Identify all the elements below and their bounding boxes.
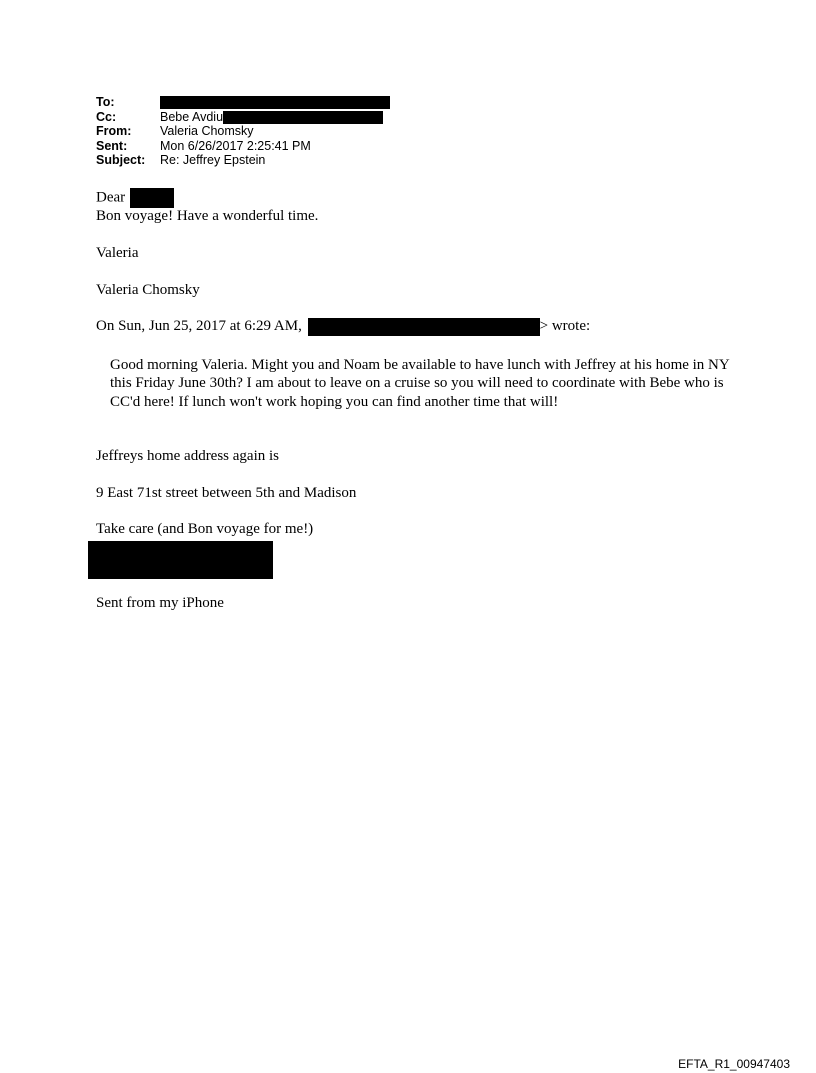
signoff: Valeria (96, 245, 139, 261)
quoted-message (110, 356, 730, 411)
to-row (96, 95, 390, 110)
closing: Take care (and Bon voyage for me!) (96, 521, 314, 537)
cc-row (96, 110, 390, 125)
redaction-box (308, 318, 540, 336)
quote-intro-text: On Sun, Jun 25, 2017 at 6:29 AM, (96, 318, 302, 334)
sent-from: Sent from my iPhone (96, 595, 224, 611)
quote-intro (96, 317, 590, 336)
greeting: Dear (96, 189, 126, 206)
subject-value: Re: Jeffrey Epstein (160, 153, 266, 167)
from-row (96, 124, 390, 139)
from-label: From: (96, 124, 132, 138)
address: 9 East 71st street between 5th and Madison (96, 485, 357, 501)
redaction-box (130, 188, 174, 208)
to-value (160, 95, 390, 110)
document-id: EFTA_R1_00947403 (678, 1057, 790, 1071)
redaction-box (223, 111, 383, 124)
sent-value: Mon 6/26/2017 2:25:41 PM (160, 138, 311, 153)
to-label: To: (96, 95, 115, 109)
email-header (96, 95, 390, 168)
cc-label: Cc: (96, 109, 117, 124)
sent-label: Sent: (96, 138, 128, 153)
address-intro: Jeffreys home address again is (96, 448, 280, 464)
redaction-box (88, 541, 273, 579)
body-line-1: Bon voyage! Have a wonderful time. (96, 208, 319, 224)
signature: Valeria Chomsky (96, 282, 200, 298)
greeting-line (96, 188, 174, 208)
subject-label: Subject: (96, 153, 146, 167)
from-value: Valeria Chomsky (160, 124, 254, 138)
cc-value: Bebe Avdiu (160, 110, 383, 125)
redaction-box (160, 96, 390, 109)
sent-row (96, 139, 390, 154)
quoted-paragraph: Good morning Valeria. Might you and Noam be available to have lunch with Jeffrey at his home in NY this Friday June 30th? I am about to leave on a cruise so you will need to coordinate with Bebe who is CC'd here! If lunch won't work hoping you can find another time that will! (110, 357, 730, 410)
subject-row (96, 153, 390, 168)
quote-intro-end: > wrote: (539, 318, 591, 334)
